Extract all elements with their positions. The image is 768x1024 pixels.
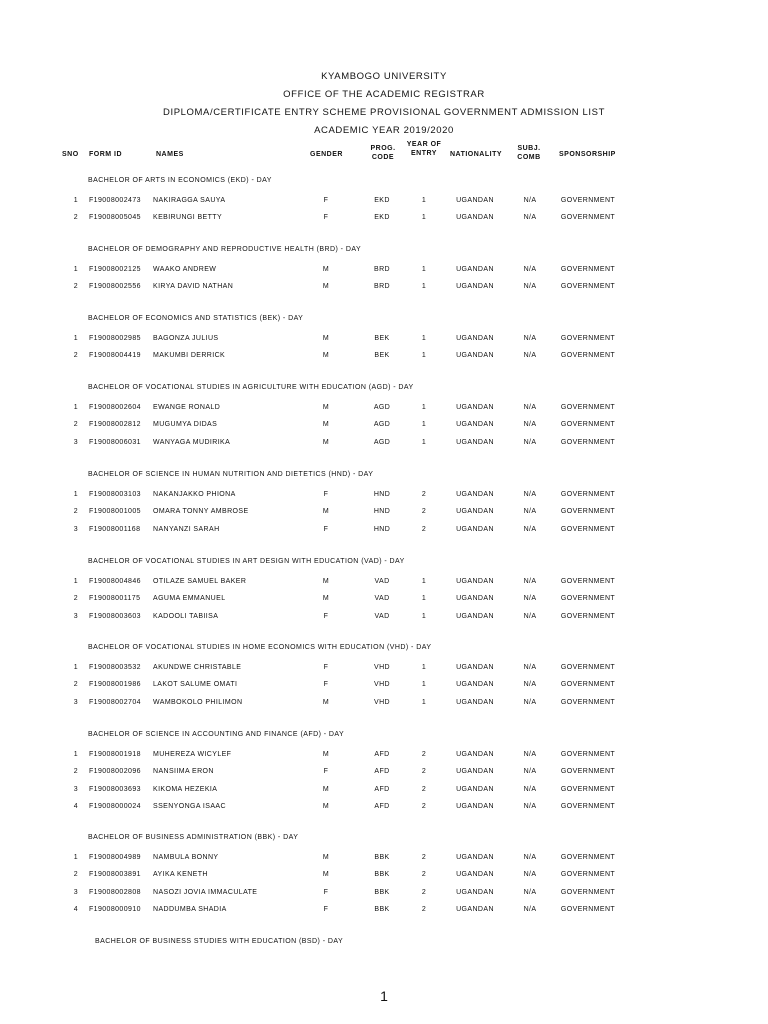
- row-sno: 3: [73, 439, 78, 446]
- col-subj-comb: SUBJ. COMB: [517, 145, 541, 161]
- row-sponsorship: GOVERNMENT: [560, 871, 616, 878]
- row-prog-code: AGD: [373, 404, 391, 411]
- col-nationality: NATIONALITY: [450, 151, 503, 158]
- row-name: AYIKA KENETH: [153, 871, 208, 878]
- row-year: 1: [421, 681, 427, 688]
- table-row: [0, 871, 768, 881]
- row-subj-comb: N/A: [523, 906, 537, 913]
- row-form-id: F19008002473: [89, 197, 141, 204]
- section-title: BACHELOR OF SCIENCE IN ACCOUNTING AND FINANCE (AFD) - DAY: [88, 731, 345, 738]
- row-name: AKUNDWE CHRISTABLE: [153, 664, 242, 671]
- row-gender: M: [322, 595, 330, 602]
- row-year: 1: [421, 214, 427, 221]
- row-subj-comb: N/A: [523, 613, 537, 620]
- row-sponsorship: GOVERNMENT: [560, 854, 616, 861]
- table-row: [0, 508, 768, 518]
- row-sponsorship: GOVERNMENT: [560, 681, 616, 688]
- row-year: 2: [421, 751, 427, 758]
- row-subj-comb: N/A: [523, 491, 537, 498]
- table-row: [0, 889, 768, 899]
- row-gender: F: [323, 889, 329, 896]
- row-nationality: UGANDAN: [456, 404, 494, 411]
- row-form-id: F19008001005: [89, 508, 141, 515]
- row-subj-comb: N/A: [523, 681, 537, 688]
- row-form-id: F19008001986: [89, 681, 141, 688]
- row-subj-comb: N/A: [523, 335, 537, 342]
- row-prog-code: VAD: [374, 578, 390, 585]
- row-sno: 1: [73, 266, 78, 273]
- row-sno: 3: [73, 613, 78, 620]
- row-sno: 3: [73, 526, 78, 533]
- row-year: 2: [421, 871, 427, 878]
- row-prog-code: AFD: [374, 803, 390, 810]
- row-nationality: UGANDAN: [456, 889, 494, 896]
- table-row: [0, 664, 768, 674]
- row-sno: 2: [73, 508, 78, 515]
- row-year: 1: [421, 335, 427, 342]
- row-sponsorship: GOVERNMENT: [560, 335, 616, 342]
- row-subj-comb: N/A: [523, 283, 537, 290]
- row-prog-code: HND: [373, 508, 391, 515]
- row-sponsorship: GOVERNMENT: [560, 214, 616, 221]
- row-name: OTILAZE SAMUEL BAKER: [153, 578, 247, 585]
- row-sponsorship: GOVERNMENT: [560, 613, 616, 620]
- row-sponsorship: GOVERNMENT: [560, 699, 616, 706]
- col-sponsorship: SPONSORSHIP: [559, 151, 616, 158]
- row-prog-code: VAD: [374, 595, 390, 602]
- row-gender: F: [323, 197, 329, 204]
- row-nationality: UGANDAN: [456, 595, 494, 602]
- row-name: AGUMA EMMANUEL: [153, 595, 226, 602]
- row-year: 1: [421, 421, 427, 428]
- row-name: MUGUMYA DIDAS: [153, 421, 218, 428]
- row-prog-code: BRD: [374, 266, 390, 273]
- row-year: 2: [421, 768, 427, 775]
- row-subj-comb: N/A: [523, 854, 537, 861]
- row-name: KIRYA DAVID NATHAN: [153, 283, 234, 290]
- row-sno: 1: [73, 854, 78, 861]
- row-name: KIKOMA HEZEKIA: [153, 786, 218, 793]
- row-year: 1: [421, 595, 427, 602]
- row-sno: 2: [73, 681, 78, 688]
- academic-year: ACADEMIC YEAR 2019/2020: [314, 125, 454, 136]
- column-headers: [0, 141, 768, 171]
- table-row: [0, 595, 768, 605]
- row-subj-comb: N/A: [523, 699, 537, 706]
- row-sponsorship: GOVERNMENT: [560, 906, 616, 913]
- row-year: 1: [421, 404, 427, 411]
- row-subj-comb: N/A: [523, 266, 537, 273]
- row-nationality: UGANDAN: [456, 283, 494, 290]
- section-title: BACHELOR OF ECONOMICS AND STATISTICS (BEK) - DAY: [88, 315, 304, 322]
- table-row: [0, 699, 768, 709]
- table-row: [0, 439, 768, 449]
- section-title: BACHELOR OF BUSINESS ADMINISTRATION (BBK) - DAY: [88, 834, 299, 841]
- section-title: BACHELOR OF VOCATIONAL STUDIES IN HOME ECONOMICS WITH EDUCATION (VHD) - DAY: [88, 644, 432, 651]
- row-sno: 3: [73, 889, 78, 896]
- table-row: [0, 352, 768, 362]
- table-row: [0, 803, 768, 813]
- row-gender: M: [322, 283, 330, 290]
- row-name: NANYANZI SARAH: [153, 526, 220, 533]
- row-prog-code: VHD: [374, 664, 390, 671]
- row-gender: M: [322, 786, 330, 793]
- row-form-id: F19008002985: [89, 335, 141, 342]
- row-nationality: UGANDAN: [456, 854, 494, 861]
- row-prog-code: BEK: [374, 335, 390, 342]
- row-sponsorship: GOVERNMENT: [560, 283, 616, 290]
- section-title: BACHELOR OF DEMOGRAPHY AND REPRODUCTIVE HEALTH (BRD) - DAY: [88, 246, 362, 253]
- row-name: NANSIIMA ERON: [153, 768, 214, 775]
- row-name: NADDUMBA SHADIA: [153, 906, 227, 913]
- row-sponsorship: GOVERNMENT: [560, 751, 616, 758]
- table-row: [0, 768, 768, 778]
- row-sponsorship: GOVERNMENT: [560, 664, 616, 671]
- row-gender: F: [323, 214, 329, 221]
- row-prog-code: VHD: [374, 681, 390, 688]
- row-form-id: F19008003891: [89, 871, 141, 878]
- row-gender: F: [323, 613, 329, 620]
- row-year: 2: [421, 906, 427, 913]
- row-sno: 3: [73, 786, 78, 793]
- row-year: 2: [421, 803, 427, 810]
- row-nationality: UGANDAN: [456, 786, 494, 793]
- row-sponsorship: GOVERNMENT: [560, 803, 616, 810]
- row-sno: 1: [73, 578, 78, 585]
- table-row: [0, 906, 768, 916]
- row-form-id: F19008004419: [89, 352, 141, 359]
- row-form-id: F19008003532: [89, 664, 141, 671]
- row-sponsorship: GOVERNMENT: [560, 786, 616, 793]
- row-sponsorship: GOVERNMENT: [560, 889, 616, 896]
- row-sno: 2: [73, 768, 78, 775]
- row-subj-comb: N/A: [523, 352, 537, 359]
- table-row: [0, 491, 768, 501]
- row-gender: M: [322, 751, 330, 758]
- row-nationality: UGANDAN: [456, 664, 494, 671]
- row-nationality: UGANDAN: [456, 335, 494, 342]
- row-prog-code: VHD: [374, 699, 390, 706]
- row-gender: M: [322, 854, 330, 861]
- row-sno: 1: [73, 335, 78, 342]
- row-prog-code: EKD: [374, 197, 390, 204]
- row-gender: M: [322, 404, 330, 411]
- row-name: BAGONZA JULIUS: [153, 335, 219, 342]
- row-gender: F: [323, 906, 329, 913]
- row-subj-comb: N/A: [523, 578, 537, 585]
- row-prog-code: AFD: [374, 751, 390, 758]
- row-name: EWANGE RONALD: [153, 404, 221, 411]
- row-sno: 1: [73, 664, 78, 671]
- row-subj-comb: N/A: [523, 214, 537, 221]
- row-gender: F: [323, 664, 329, 671]
- row-subj-comb: N/A: [523, 803, 537, 810]
- row-sno: 1: [73, 751, 78, 758]
- col-prog-code: PROG. CODE: [370, 145, 396, 161]
- row-sno: 2: [73, 595, 78, 602]
- col-year-of-entry: YEAR OF ENTRY: [406, 141, 442, 157]
- row-sno: 1: [73, 197, 78, 204]
- row-sno: 1: [73, 491, 78, 498]
- row-nationality: UGANDAN: [456, 491, 494, 498]
- row-sponsorship: GOVERNMENT: [560, 404, 616, 411]
- row-nationality: UGANDAN: [456, 439, 494, 446]
- row-prog-code: AFD: [374, 786, 390, 793]
- row-form-id: F19008000024: [89, 803, 141, 810]
- table-row: [0, 197, 768, 207]
- row-nationality: UGANDAN: [456, 214, 494, 221]
- row-prog-code: EKD: [374, 214, 390, 221]
- row-name: MAKUMBI DERRICK: [153, 352, 226, 359]
- row-sno: 4: [73, 906, 78, 913]
- row-nationality: UGANDAN: [456, 803, 494, 810]
- row-sno: 2: [73, 283, 78, 290]
- row-form-id: F19008002556: [89, 283, 141, 290]
- row-prog-code: BBK: [374, 871, 390, 878]
- row-sponsorship: GOVERNMENT: [560, 352, 616, 359]
- row-form-id: F19008006031: [89, 439, 141, 446]
- row-sno: 3: [73, 699, 78, 706]
- row-subj-comb: N/A: [523, 197, 537, 204]
- row-nationality: UGANDAN: [456, 681, 494, 688]
- row-gender: M: [322, 508, 330, 515]
- row-year: 1: [421, 613, 427, 620]
- list-title: DIPLOMA/CERTIFICATE ENTRY SCHEME PROVISIONAL GOVERNMENT ADMISSION LIST: [163, 107, 605, 118]
- row-prog-code: HND: [373, 526, 391, 533]
- table-row: [0, 613, 768, 623]
- row-nationality: UGANDAN: [456, 197, 494, 204]
- row-gender: M: [322, 871, 330, 878]
- row-year: 1: [421, 352, 427, 359]
- row-subj-comb: N/A: [523, 421, 537, 428]
- row-prog-code: BRD: [374, 283, 390, 290]
- row-gender: M: [322, 335, 330, 342]
- row-subj-comb: N/A: [523, 889, 537, 896]
- section-title: BACHELOR OF VOCATIONAL STUDIES IN ART DESIGN WITH EDUCATION (VAD) - DAY: [88, 558, 405, 565]
- row-year: 1: [421, 266, 427, 273]
- row-form-id: F19008000910: [89, 906, 141, 913]
- row-sponsorship: GOVERNMENT: [560, 439, 616, 446]
- row-year: 2: [421, 854, 427, 861]
- row-form-id: F19008004989: [89, 854, 141, 861]
- row-name: WAAKO ANDREW: [153, 266, 217, 273]
- row-prog-code: VAD: [374, 613, 390, 620]
- row-gender: M: [322, 578, 330, 585]
- row-form-id: F19008002812: [89, 421, 141, 428]
- row-name: WANYAGA MUDIRIKA: [153, 439, 231, 446]
- row-prog-code: BBK: [374, 854, 390, 861]
- row-year: 1: [421, 664, 427, 671]
- row-name: KEBIRUNGI BETTY: [153, 214, 223, 221]
- row-prog-code: BEK: [374, 352, 390, 359]
- row-subj-comb: N/A: [523, 768, 537, 775]
- row-year: 1: [421, 197, 427, 204]
- table-row: [0, 578, 768, 588]
- row-gender: M: [322, 439, 330, 446]
- row-year: 1: [421, 439, 427, 446]
- row-subj-comb: N/A: [523, 751, 537, 758]
- row-year: 2: [421, 491, 427, 498]
- row-subj-comb: N/A: [523, 871, 537, 878]
- row-gender: M: [322, 699, 330, 706]
- col-sno: SNO: [62, 151, 79, 158]
- row-prog-code: BBK: [374, 889, 390, 896]
- row-nationality: UGANDAN: [456, 871, 494, 878]
- table-row: [0, 526, 768, 536]
- row-subj-comb: N/A: [523, 664, 537, 671]
- row-name: MUHEREZA WICYLEF: [153, 751, 232, 758]
- row-sponsorship: GOVERNMENT: [560, 266, 616, 273]
- row-sno: 2: [73, 352, 78, 359]
- table-row: [0, 751, 768, 761]
- row-gender: F: [323, 526, 329, 533]
- row-nationality: UGANDAN: [456, 613, 494, 620]
- row-form-id: F19008001175: [89, 595, 141, 602]
- row-form-id: F19008002808: [89, 889, 141, 896]
- row-form-id: F19008003693: [89, 786, 141, 793]
- row-form-id: F19008002704: [89, 699, 141, 706]
- row-form-id: F19008005045: [89, 214, 141, 221]
- row-nationality: UGANDAN: [456, 578, 494, 585]
- row-sponsorship: GOVERNMENT: [560, 421, 616, 428]
- row-name: KADOOLI TABIISA: [153, 613, 219, 620]
- table-row: [0, 214, 768, 224]
- row-subj-comb: N/A: [523, 526, 537, 533]
- row-subj-comb: N/A: [523, 508, 537, 515]
- row-name: LAKOT SALUME OMATI: [153, 681, 238, 688]
- row-form-id: F19008004846: [89, 578, 141, 585]
- row-sponsorship: GOVERNMENT: [560, 768, 616, 775]
- row-year: 2: [421, 526, 427, 533]
- section-title: BACHELOR OF VOCATIONAL STUDIES IN AGRICULTURE WITH EDUCATION (AGD) - DAY: [88, 384, 414, 391]
- row-nationality: UGANDAN: [456, 699, 494, 706]
- row-form-id: F19008002125: [89, 266, 141, 273]
- row-sponsorship: GOVERNMENT: [560, 491, 616, 498]
- table-row: [0, 335, 768, 345]
- row-sponsorship: GOVERNMENT: [560, 578, 616, 585]
- university-name: KYAMBOGO UNIVERSITY: [321, 71, 447, 82]
- row-sno: 4: [73, 803, 78, 810]
- table-row: [0, 421, 768, 431]
- row-nationality: UGANDAN: [456, 352, 494, 359]
- row-form-id: F19008002096: [89, 768, 141, 775]
- row-name: WAMBOKOLO PHILIMON: [153, 699, 243, 706]
- row-form-id: F19008003103: [89, 491, 141, 498]
- col-gender: GENDER: [310, 151, 343, 158]
- row-name: SSENYONGA ISAAC: [153, 803, 226, 810]
- row-sno: 2: [73, 214, 78, 221]
- table-row: [0, 404, 768, 414]
- row-gender: M: [322, 421, 330, 428]
- row-nationality: UGANDAN: [456, 508, 494, 515]
- row-nationality: UGANDAN: [456, 768, 494, 775]
- row-year: 1: [421, 283, 427, 290]
- row-form-id: F19008001918: [89, 751, 141, 758]
- table-row: [0, 681, 768, 691]
- row-form-id: F19008002604: [89, 404, 141, 411]
- row-gender: F: [323, 491, 329, 498]
- row-sno: 1: [73, 404, 78, 411]
- row-sno: 2: [73, 421, 78, 428]
- row-year: 2: [421, 889, 427, 896]
- row-year: 1: [421, 699, 427, 706]
- row-gender: F: [323, 768, 329, 775]
- row-year: 2: [421, 786, 427, 793]
- row-nationality: UGANDAN: [456, 906, 494, 913]
- row-sponsorship: GOVERNMENT: [560, 526, 616, 533]
- row-sponsorship: GOVERNMENT: [560, 595, 616, 602]
- row-sno: 2: [73, 871, 78, 878]
- row-prog-code: BBK: [374, 906, 390, 913]
- row-gender: M: [322, 266, 330, 273]
- row-name: NAKANJAKKO PHIONA: [153, 491, 236, 498]
- row-name: NAMBULA BONNY: [153, 854, 219, 861]
- section-title: BACHELOR OF BUSINESS STUDIES WITH EDUCATION (BSD) - DAY: [95, 938, 344, 945]
- row-nationality: UGANDAN: [456, 751, 494, 758]
- row-form-id: F19008003603: [89, 613, 141, 620]
- row-nationality: UGANDAN: [456, 526, 494, 533]
- row-subj-comb: N/A: [523, 404, 537, 411]
- office-name: OFFICE OF THE ACADEMIC REGISTRAR: [283, 89, 485, 100]
- row-nationality: UGANDAN: [456, 421, 494, 428]
- row-sponsorship: GOVERNMENT: [560, 508, 616, 515]
- row-subj-comb: N/A: [523, 786, 537, 793]
- row-prog-code: AFD: [374, 768, 390, 775]
- row-gender: M: [322, 803, 330, 810]
- row-subj-comb: N/A: [523, 439, 537, 446]
- row-prog-code: HND: [373, 491, 391, 498]
- row-year: 2: [421, 508, 427, 515]
- table-row: [0, 786, 768, 796]
- row-gender: M: [322, 352, 330, 359]
- col-form-id: FORM ID: [89, 151, 123, 158]
- section-title: BACHELOR OF SCIENCE IN HUMAN NUTRITION AND DIETETICS (HND) - DAY: [88, 471, 374, 478]
- row-nationality: UGANDAN: [456, 266, 494, 273]
- row-subj-comb: N/A: [523, 595, 537, 602]
- row-name: NAKIRAGGA SAUYA: [153, 197, 226, 204]
- row-name: NASOZI JOVIA IMMACULATE: [153, 889, 258, 896]
- row-name: OMARA TONNY AMBROSE: [153, 508, 249, 515]
- table-row: [0, 266, 768, 276]
- row-year: 1: [421, 578, 427, 585]
- table-row: [0, 854, 768, 864]
- row-sponsorship: GOVERNMENT: [560, 197, 616, 204]
- row-prog-code: AGD: [373, 421, 391, 428]
- table-row: [0, 283, 768, 293]
- section-title: BACHELOR OF ARTS IN ECONOMICS (EKD) - DAY: [88, 177, 272, 184]
- row-gender: F: [323, 681, 329, 688]
- row-form-id: F19008001168: [89, 526, 141, 533]
- page-number: 1: [380, 988, 388, 1004]
- col-names: NAMES: [156, 151, 184, 158]
- row-prog-code: AGD: [373, 439, 391, 446]
